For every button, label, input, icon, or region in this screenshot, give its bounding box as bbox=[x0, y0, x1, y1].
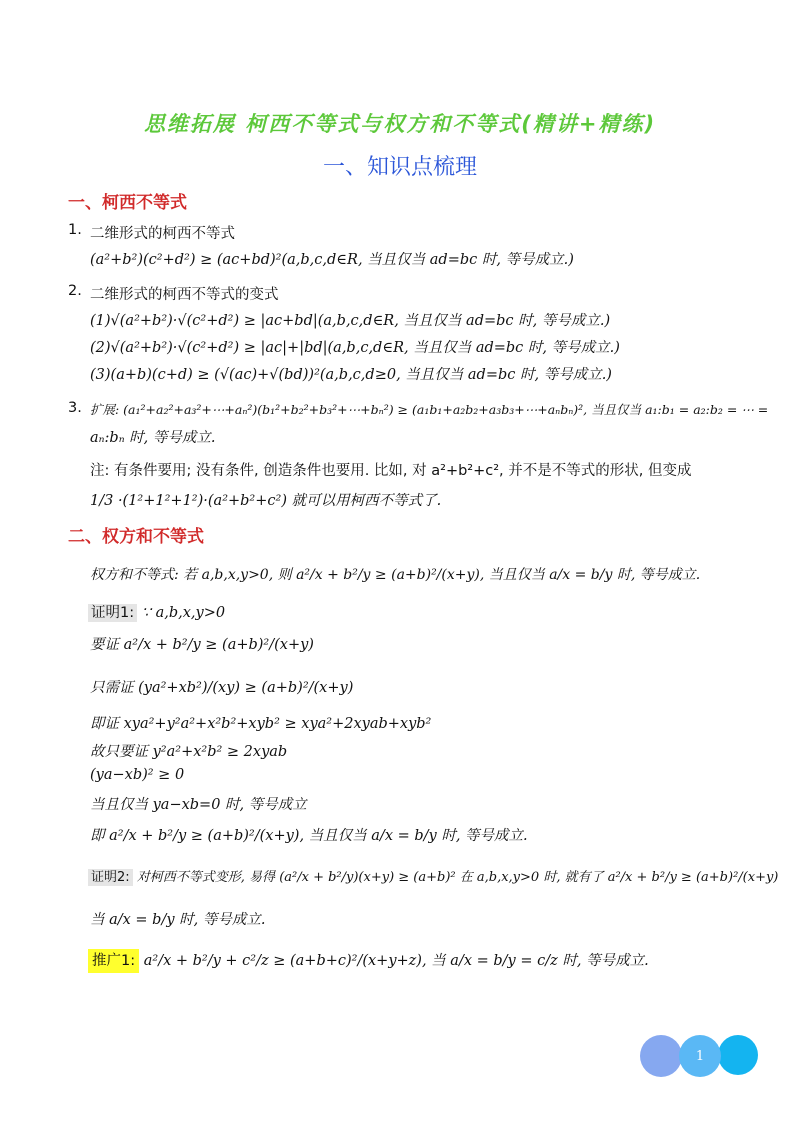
proof-1-label: 证明1: bbox=[88, 604, 137, 622]
extension-label: 推广1: bbox=[88, 949, 139, 973]
item-3-note-formula: 1/3 ·(1²+1²+1²)·(a²+b²+c²) 就可以用柯西不等式了. bbox=[90, 493, 442, 509]
item-2-title: 二维形式的柯西不等式的变式 bbox=[90, 287, 279, 303]
item-2-number: 2. bbox=[68, 283, 82, 299]
proof-2-equality: 当 a/x = b/y 时, 等号成立. bbox=[90, 912, 266, 928]
proof-1-row bbox=[88, 601, 225, 622]
section-heading-weighted-power-mean: 二、权方和不等式 bbox=[68, 527, 204, 547]
decor-circle-left bbox=[640, 1035, 682, 1077]
proof-1-conclusion: 即 a²/x + b²/y ≥ (a+b)²/(x+y), 当且仅当 a/x = b/y 时, 等号成立. bbox=[90, 828, 528, 844]
item-3-number: 3. bbox=[68, 400, 82, 416]
proof-1-step-6: 当且仅当 ya−xb=0 时, 等号成立 bbox=[90, 797, 307, 813]
item-3-extension: 扩展: (a₁²+a₂²+a₃²+⋯+aₙ²)(b₁²+b₂²+b₃²+⋯+bₙ²) ≥ (a₁b₁+a₂b₂+a₃b₃+⋯+aₙbₙ)², 当且仅当 a₁:b₁ = a₂:b₂ = ⋯ = bbox=[90, 402, 769, 417]
item-2-variant-1: (1)√(a²+b²)·√(c²+d²) ≥ |ac+bd|(a,b,c,d∈R, 当且仅当 ad=bc 时, 等号成立.) bbox=[90, 313, 611, 329]
proof-1-step-5: (ya−xb)² ≥ 0 bbox=[90, 767, 185, 783]
proof-1-condition: ∵ a,b,x,y>0 bbox=[141, 605, 226, 621]
item-1-number: 1. bbox=[68, 222, 82, 238]
proof-2-text: 对柯西不等式变形, 易得 (a²/x + b²/y)(x+y) ≥ (a+b)² 在 a,b,x,y>0 时, 就有了 a²/x + b²/y ≥ (a+b)²/(x+y) bbox=[136, 870, 779, 885]
extension-row bbox=[88, 949, 649, 970]
item-1-title: 二维形式的柯西不等式 bbox=[90, 226, 235, 242]
proof-1-step-1: 要证 a²/x + b²/y ≥ (a+b)²/(x+y) bbox=[90, 637, 314, 653]
page-number bbox=[679, 1035, 721, 1077]
proof-1-step-4: 故只要证 y²a²+x²b² ≥ 2xyab bbox=[90, 744, 288, 760]
item-3-extension-end: aₙ:bₙ 时, 等号成立. bbox=[90, 430, 216, 446]
item-1-formula: (a²+b²)(c²+d²) ≥ (ac+bd)²(a,b,c,d∈R, 当且仅当 ad=bc 时, 等号成立.) bbox=[90, 252, 574, 268]
section-heading-cauchy: 一、柯西不等式 bbox=[68, 193, 187, 213]
proof-1-step-2: 只需证 (ya²+xb²)/(xy) ≥ (a+b)²/(x+y) bbox=[90, 680, 354, 696]
document-title: 思维拓展 柯西不等式与权方和不等式(精讲+精练) bbox=[143, 112, 657, 136]
proof-2-label: 证明2: bbox=[88, 869, 133, 886]
extension-formula: a²/x + b²/y + c²/z ≥ (a+b+c)²/(x+y+z), 当 a/x = b/y = c/z 时, 等号成立. bbox=[143, 953, 649, 969]
item-2-variant-2: (2)√(a²+b²)·√(c²+d²) ≥ |ac|+|bd|(a,b,c,d∈R, 当且仅当 ad=bc 时, 等号成立.) bbox=[90, 340, 620, 356]
decor-circle-right bbox=[718, 1035, 758, 1075]
part-heading: 一、知识点梳理 bbox=[322, 155, 477, 180]
proof-1-step-3: 即证 xya²+y²a²+x²b²+xyb² ≥ xya²+2xyab+xyb² bbox=[90, 716, 432, 732]
item-3-note: 注: 有条件要用; 没有条件, 创造条件也要用. 比如, 对 a²+b²+c², 并不是不等式的形状, 但变成 bbox=[90, 463, 692, 479]
page-number-text: 1 bbox=[695, 1048, 705, 1064]
proof-2-row bbox=[88, 866, 778, 885]
item-2-variant-3: (3)(a+b)(c+d) ≥ (√(ac)+√(bd))²(a,b,c,d≥0, 当且仅当 ad=bc 时, 等号成立.) bbox=[90, 367, 612, 383]
weighted-inequality-statement: 权方和不等式: 若 a,b,x,y>0, 则 a²/x + b²/y ≥ (a+b)²/(x+y), 当且仅当 a/x = b/y 时, 等号成立. bbox=[90, 567, 701, 583]
